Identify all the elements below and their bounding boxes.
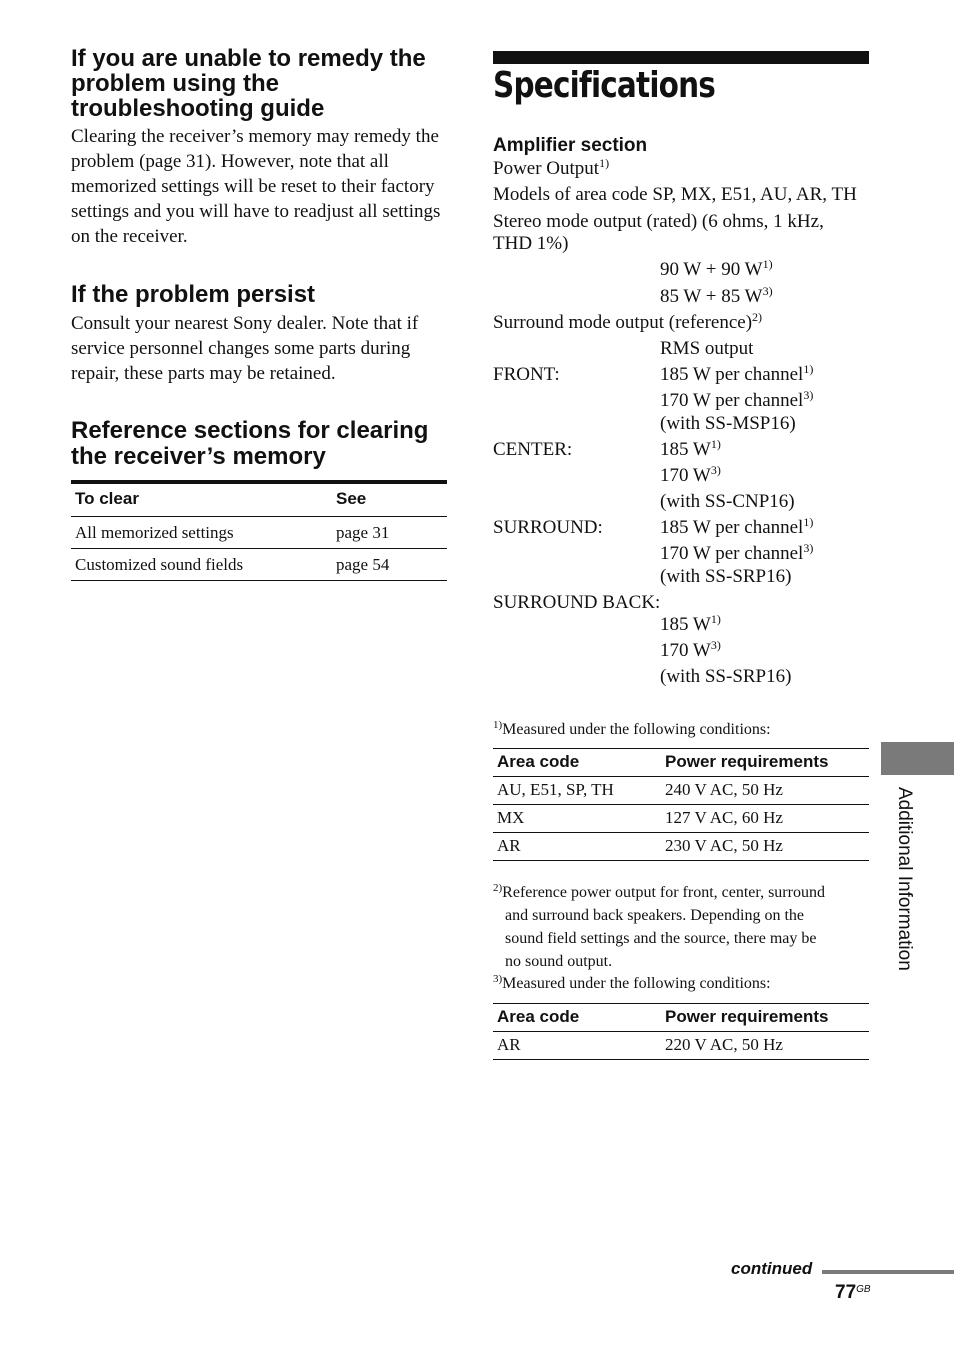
front-note: (with SS-MSP16)	[660, 413, 796, 434]
table-cell: Customized sound fields	[71, 549, 332, 581]
table-cell: 220 V AC, 50 Hz	[661, 1032, 869, 1060]
table-row	[71, 517, 447, 549]
front-value-2: 170 W per channel$^{3)}$	[660, 388, 814, 411]
table-cell: 127 V AC, 60 Hz	[661, 805, 869, 833]
center-note: (with SS-CNP16)	[660, 491, 795, 512]
reference-sections-table	[71, 480, 447, 581]
continued-bar	[822, 1270, 954, 1274]
stereo-value-2: 85 W + 85 $W^{3)}$	[660, 284, 773, 307]
stereo-value-1: 90 W + 90 $W^{1)}$	[660, 257, 773, 280]
paragraph-clearing-memory: Clearing the receiver’s memory may remedy the problem (page 31). However, note that all memorized settings will be reset to their factory settings and you will have to readjust all settings on the receiver.	[71, 126, 441, 247]
surround-label: SURROUND:	[493, 517, 603, 538]
heading-unable-to-remedy: If you are unable to remedy the problem using the troubleshooting guide	[71, 45, 426, 122]
models-line: Models of area code SP, MX, E51, AU, AR, TH	[493, 184, 857, 205]
table-row	[493, 805, 869, 833]
footnote-2-line-4: no sound output.	[505, 953, 613, 970]
section-side-tab	[881, 742, 954, 775]
footnote-2-line-1: $^{2)}$Reference power output for front, center, surround	[493, 882, 825, 901]
page-number: $77^{GB}$	[835, 1282, 871, 1303]
title-rule-bar	[493, 51, 869, 64]
stereo-mode-line1: Stereo mode output (rated) (6 ohms, 1 kHz,	[493, 211, 824, 232]
front-label: FRONT:	[493, 364, 560, 385]
table-cell: MX	[493, 805, 661, 833]
table-cell: AR	[493, 833, 661, 861]
center-value-2: 170 $W^{3)}$	[660, 463, 721, 486]
surround-note: (with SS-SRP16)	[660, 566, 792, 587]
continued-label: continued	[731, 1259, 813, 1278]
surround-mode-line: Surround mode output (reference)$^{2)}$	[493, 310, 763, 333]
column-header-power-requirements: Power requirements	[661, 749, 869, 777]
surround-back-value-2: 170 $W^{3)}$	[660, 638, 721, 661]
footnote-2-line-2: and surround back speakers. Depending on the	[505, 907, 805, 924]
power-output-label: Power Output$^{1)}$	[493, 156, 610, 179]
table-header-row	[71, 482, 447, 517]
table-header-row	[493, 1004, 869, 1032]
table-cell: AU, E51, SP, TH	[493, 777, 661, 805]
table-cell: 240 V AC, 50 Hz	[661, 777, 869, 805]
table-cell: page 54	[332, 549, 447, 581]
power-requirements-table-2	[493, 1003, 869, 1060]
stereo-mode-line2: THD 1%)	[493, 233, 569, 254]
surround-value-1: 185 W per channel$^{1)}$	[660, 515, 814, 538]
heading-reference-sections: Reference sections for clearing the receiver’s memory	[71, 417, 429, 470]
surround-back-value-1: 185 $W^{1)}$	[660, 612, 721, 635]
front-value-1: 185 W per channel$^{1)}$	[660, 362, 814, 385]
center-value-1: 185 $W^{1)}$	[660, 437, 721, 460]
column-header-to-clear: To clear	[71, 482, 332, 517]
footnote-3: $^{3)}$Measured under the following conditions:	[493, 973, 771, 992]
column-header-see: See	[332, 482, 447, 517]
column-header-area-code: Area code	[493, 749, 661, 777]
heading-problem-persist: If the problem persist	[71, 281, 316, 308]
table-cell: page 31	[332, 517, 447, 549]
table-cell: 230 V AC, 50 Hz	[661, 833, 869, 861]
power-requirements-table-1	[493, 748, 869, 861]
table-row	[493, 1032, 869, 1060]
amplifier-section-heading: Amplifier section	[493, 135, 648, 156]
footnote-2-line-3: sound field settings and the source, there may be	[505, 930, 817, 947]
center-label: CENTER:	[493, 439, 573, 460]
column-header-area-code: Area code	[493, 1004, 661, 1032]
side-tab-label: Additional Information	[894, 787, 915, 971]
paragraph-consult-dealer: Consult your nearest Sony dealer. Note that if service personnel changes some parts during repair, these parts may be retained.	[71, 313, 419, 384]
table-header-row	[493, 749, 869, 777]
page-title: Specifications	[493, 65, 716, 106]
surround-value-2: 170 W per channel$^{3)}$	[660, 541, 814, 564]
rms-output-label: RMS output	[660, 338, 754, 359]
table-cell: All memorized settings	[71, 517, 332, 549]
footnote-1: $^{1)}$Measured under the following conditions:	[493, 719, 771, 738]
column-header-power-requirements: Power requirements	[661, 1004, 869, 1032]
table-cell: AR	[493, 1032, 661, 1060]
surround-back-label: SURROUND BACK:	[493, 592, 661, 613]
table-row	[71, 549, 447, 581]
table-row	[493, 833, 869, 861]
surround-back-note: (with SS-SRP16)	[660, 666, 792, 687]
table-row	[493, 777, 869, 805]
